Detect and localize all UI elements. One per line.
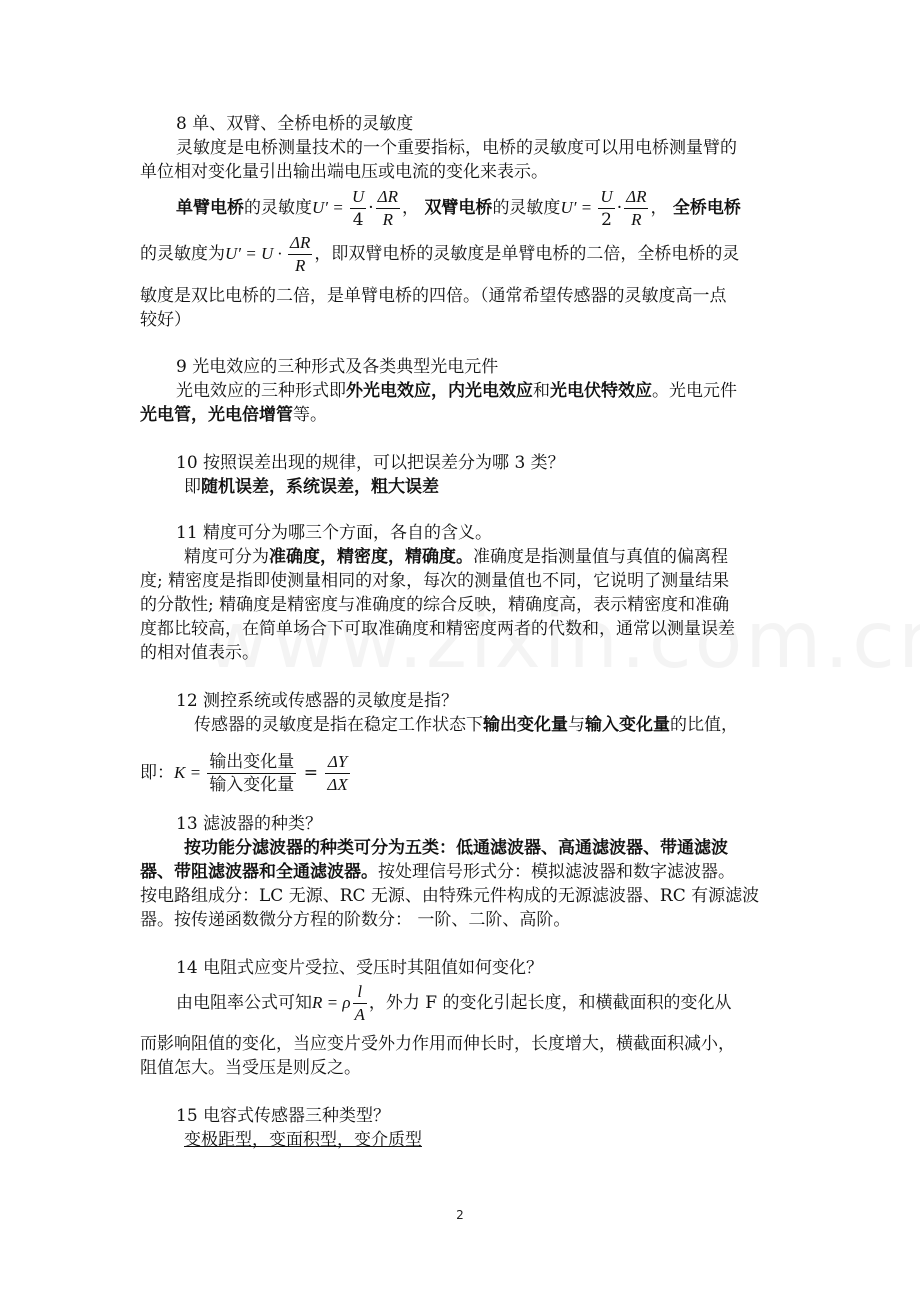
q9-title: 9 光电效应的三种形式及各类典型光电元件 [176,357,499,377]
text: 按处理信号形式分：模拟滤波器和数字滤波器。 [378,862,735,882]
frac-numerator: ΔR [288,232,312,255]
comma: ， [650,198,668,218]
frac-numerator: ΔR [624,186,648,209]
bold-text: 随机误差，系统误差，粗大误差 [201,477,439,497]
q14-line1 [176,980,821,1026]
frac-numerator: ΔR [376,186,400,209]
q13-line3: 按电路组成分：LC 无源、RC 无源、由特殊元件构成的无源滤波器、RC 有源滤波 [140,886,760,906]
formula-lhs: R = ρ [312,993,351,1012]
bold-text: 准确度，精密度，精确度。 [269,547,473,567]
q13-line2 [140,860,785,884]
formula-1-frac-a [350,186,366,231]
q8-para-line4: 较好） [140,310,191,330]
formula-frac-delta [325,751,349,796]
bold-text: 器、带阻滤波器和全通滤波器。 [140,862,378,882]
q8-title: 8 单、双臂、全桥电桥的灵敏度 [176,114,414,134]
q11-line4: 度都比较高，在简单场合下可取准确度和精密度两者的代数和，通常以测量误差 [140,619,735,639]
text: 传感器的灵敏度是指在稳定工作状态下 [194,715,483,735]
text: 等。 [293,405,327,425]
q13-line1 [184,836,829,860]
frac-denominator: R [631,210,642,229]
q12-line1 [194,713,784,737]
formula-frac [353,981,367,1026]
frac-denominator: R [382,210,394,229]
frac-numerator: U [598,186,614,209]
page-number: 2 [456,1208,464,1222]
q11-line3: 的分散性; 精确度是精密度与准确度的综合反映，精确度高，表示精密度和准确 [140,595,730,615]
formula-3-frac [288,232,312,277]
bold-text: 外光电效应，内光电效应 [346,381,533,401]
double-bridge-label: 双臂电桥 [424,198,493,218]
bold-text: 光电伏特效应 [550,381,652,401]
formula-1-lhs: U′ = [312,198,348,217]
q12-formula-line [140,748,785,798]
frac-denominator: 4 [352,210,364,230]
bold-text: 光电管，光电倍增管 [140,405,293,425]
formula-2-frac-a [598,186,614,231]
text: ，外力 F 的变化引起长度，和横截面积的变化从 [368,993,732,1013]
text: 光电效应的三种形式即 [176,381,346,401]
q15-title: 15 电容式传感器三种类型？ [176,1106,391,1126]
bold-text: 输入变化量 [585,715,670,735]
frac-numerator: ΔY [325,751,349,774]
comma: ， [402,198,420,218]
text: 即： [140,763,174,783]
q14-line3: 阻值怎大。当受压是则反之。 [140,1058,361,1078]
single-bridge-label: 单臂电桥 [176,198,244,218]
q8-formula-line-2 [140,232,785,276]
q13-title: 13 滤波器的种类？ [176,814,323,834]
frac-denominator: 2 [601,210,612,230]
sens-text: 的灵敏度 [244,198,312,218]
text: 准确度是指测量值与真值的偏离程 [473,547,728,567]
q14-line2: 而影响阻值的变化，当应变片受外力作用而伸长时，长度增大，横截面积减小， [140,1034,735,1054]
q15-answer [184,1128,829,1152]
q8-para2-tail: ，即双臂电桥的灵敏度是单臂电桥的二倍，全桥电桥的灵 [314,244,740,264]
formula-3-lhs: U′ = U · [225,244,286,263]
formula-lhs: K = [174,763,206,782]
formula-2-lhs: U′ = [560,198,597,217]
q10-answer [184,475,829,499]
text: 精度可分为 [184,547,269,567]
frac-numerator: U [350,186,366,209]
text: 。光电元件 [652,381,737,401]
text: 和 [533,381,550,401]
equals: = [298,763,324,783]
text: 与 [568,715,585,735]
full-bridge-label: 全桥电桥 [672,198,741,218]
q11-line5: 的相对值表示。 [140,643,259,663]
frac-denominator: ΔX [327,775,348,794]
q12-title: 12 测控系统或传感器的灵敏度是指？ [176,691,459,711]
frac-denominator: A [354,1005,365,1024]
q8-para-line3: 敏度是双比电桥的二倍，是单臂电桥的四倍。（通常希望传感器的灵敏度高一点 [140,286,727,306]
bold-text: 输出变化量 [483,715,568,735]
q9-answer-line2 [140,403,785,427]
frac-denominator: R [294,256,306,275]
formula-1-frac-b [376,186,400,231]
frac-numerator: 输出变化量 [209,752,295,772]
q9-answer-line1 [176,379,821,403]
sens-text: 的灵敏度 [492,198,561,218]
text: 即 [184,477,201,497]
formula-frac-words [207,751,296,796]
text: 由电阻率公式可知 [176,993,312,1013]
underlined-text: 变极距型，变面积型，变介质型 [184,1130,422,1150]
frac-numerator: l [353,981,367,1004]
q11-line2: 度; 精密度是指即使测量相同的对象，每次的测量值也不同，它说明了测量结果 [140,571,730,591]
formula-2-frac-b [624,186,648,231]
frac-denominator: 输入变化量 [209,775,295,795]
bold-text: 按功能分滤波器的种类可分为五类：低通滤波器、高通滤波器、带通滤波 [184,838,728,858]
q14-title: 14 电阻式应变片受拉、受压时其阻值如何变化？ [176,958,544,978]
q11-title: 11 精度可分为哪三个方面，各自的含义。 [176,523,493,543]
q8-para-line1: 灵敏度是电桥测量技术的一个重要指标，电桥的灵敏度可以用电桥测量臂的 [176,138,737,158]
q8-para-line2: 单位相对变化量引出输出端电压或电流的变化来表示。 [140,162,548,182]
q11-line1 [184,545,829,569]
sens-is-text: 的灵敏度为 [140,244,225,264]
q8-formula-line: 单臂电桥的灵敏度U′ = $\frac{U}{4}$ · $\frac{\Delta R}{R}$ ， 双臂电桥的灵敏度U′ = $\frac{U}{2}$ · $\frac{\Delta R}{R}$ ， 全桥电桥 [176,187,741,230]
q10-title: 10 按照误差出现的规律，可以把误差分为哪 3 类？ [176,453,565,473]
text: 的比值， [670,715,738,735]
q13-line4: 器。按传递函数微分方程的阶数分： 一阶、二阶、高阶。 [140,910,571,930]
